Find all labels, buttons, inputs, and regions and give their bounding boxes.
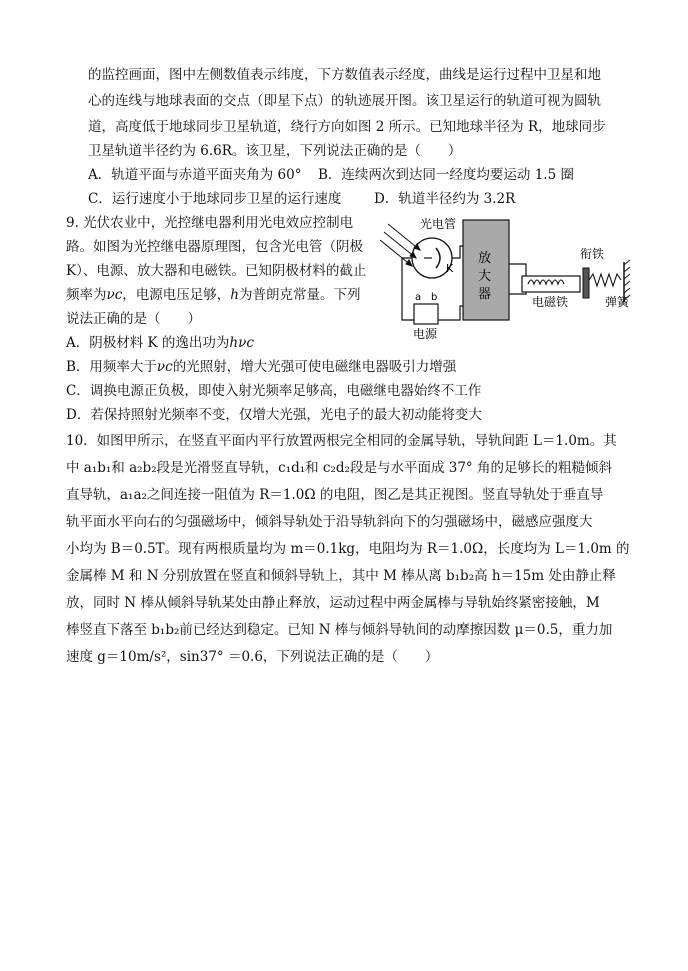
q9-option-a: A．阴极材料 K 的逸出功为hνc <box>66 335 254 351</box>
amplifier-label-3: 器 <box>478 287 492 302</box>
q10-line-6: 金属棒 M 和 N 分别放置在竖直和倾斜导轨上，其中 M 棒从离 b₁b₂高 h＝15m 处由静止释 <box>66 568 616 584</box>
spring-icon <box>589 274 621 286</box>
q8-option-c: C．运行速度小于地球同步卫星的运行速度 <box>88 191 342 207</box>
phototube-label: 光电管 <box>420 217 457 231</box>
q10-line-4: 轨平面水平向右的匀强磁场中，倾斜导轨处于沿导轨斜向下的匀强磁场中，磁感应强度大 <box>66 514 593 530</box>
terminal-b-label: b <box>431 292 438 303</box>
power-source-label: 电源 <box>413 327 438 340</box>
q9-option-c: C．调换电源正负极，即使入射光频率足够高，电磁继电器始终不工作 <box>66 383 482 399</box>
electromagnet-icon <box>522 276 580 292</box>
spring-label: 弹簧 <box>605 295 630 309</box>
q10-line-3: 直导轨，a₁a₂之间连接一阻值为 R＝1.0Ω 的电阻，图乙是其正视图。竖直导轨处于垂直导 <box>66 487 604 503</box>
q8-line-3: 道，高度低于地球同步卫星轨道，绕行方向如图 2 所示。已知地球半径为 R，地球同步 <box>88 119 606 135</box>
q8-line-4: 卫星轨道半径约为 6.6R。该卫星，下列说法正确的是（ ） <box>88 143 462 159</box>
q8-option-b: B．连续两次到达同一经度均要运动 1.5 圈 <box>318 167 574 183</box>
power-source-icon <box>414 304 438 324</box>
q10-line-2: 中 a₁b₁和 a₂b₂段是光滑竖直导轨，c₁d₁和 c₂d₂段是与水平面成 37° 角的足够长的粗糙倾斜 <box>66 460 612 476</box>
amplifier-label-2: 大 <box>478 269 492 284</box>
armature-label: 衔铁 <box>580 247 605 261</box>
q9-line-3: K）、电源、放大器和电磁铁。已知阴极材料的截止 <box>66 263 367 279</box>
electromagnet-label: 电磁铁 <box>532 295 569 309</box>
q10-line-7: 放，同时 N 棒从倾斜导轨某处由静止释放，运动过程中两金属棒与导轨始终紧密接触，M <box>66 595 600 611</box>
q10-line-1: 10．如图甲所示，在竖直平面内平行放置两根完全相同的金属导轨，导轨间距 L＝1.0m。其 <box>66 433 617 449</box>
cutoff-frequency-symbol: νc <box>106 287 123 303</box>
q8-option-a: A．轨道平面与赤道平面夹角为 60° <box>88 167 302 183</box>
light-rays-icon <box>380 224 420 266</box>
amplifier-label-1: 放 <box>478 251 492 266</box>
q10-line-5: 小均为 B＝0.5T。现有两根质量均为 m＝0.1kg，电阻均为 R＝1.0Ω，长度均为 L＝1.0m 的 <box>66 541 630 557</box>
cathode-label: K <box>446 262 454 275</box>
q8-line-1: 的监控画面，图中左侧数值表示纬度，下方数值表示经度，曲线是运行过程中卫星和地 <box>88 67 601 83</box>
q9-line-1: 9. 光伏农业中，光控继电器利用光电效应控制电 <box>66 215 354 231</box>
q9-option-b: B．用频率大于νc的光照射，增大光强可使电磁继电器吸引力增强 <box>66 359 457 375</box>
photo-relay-circuit-diagram <box>380 210 640 340</box>
q9-line-4: 频率为νc，电源电压足够，h为普朗克常量。下列 <box>66 287 361 303</box>
q9-option-d: D．若保持照射光频率不变，仅增大光强，光电子的最大初动能将变大 <box>66 407 482 423</box>
armature-icon <box>583 268 589 298</box>
q9-line-2: 路。如图为光控继电器原理图，包含光电管（阴极 <box>66 239 363 255</box>
q10-line-9: 速度 g＝10m/s²，sin37° ＝0.6，下列说法正确的是（ ） <box>66 649 439 665</box>
terminal-a-label: a <box>415 292 422 303</box>
q10-line-8: 棒竖直下落至 b₁b₂前已经达到稳定。已知 N 棒与倾斜导轨间的动摩擦因数 μ＝0.5，重力加 <box>66 622 613 638</box>
q8-option-d: D．轨道半径约为 3.2R <box>374 191 516 207</box>
q8-line-2: 心的连线与地球表面的交点（即星下点）的轨迹展开图。该卫星运行的轨道可视为圆轨 <box>88 93 601 109</box>
q9-line-5: 说法正确的是（ ） <box>66 311 201 327</box>
